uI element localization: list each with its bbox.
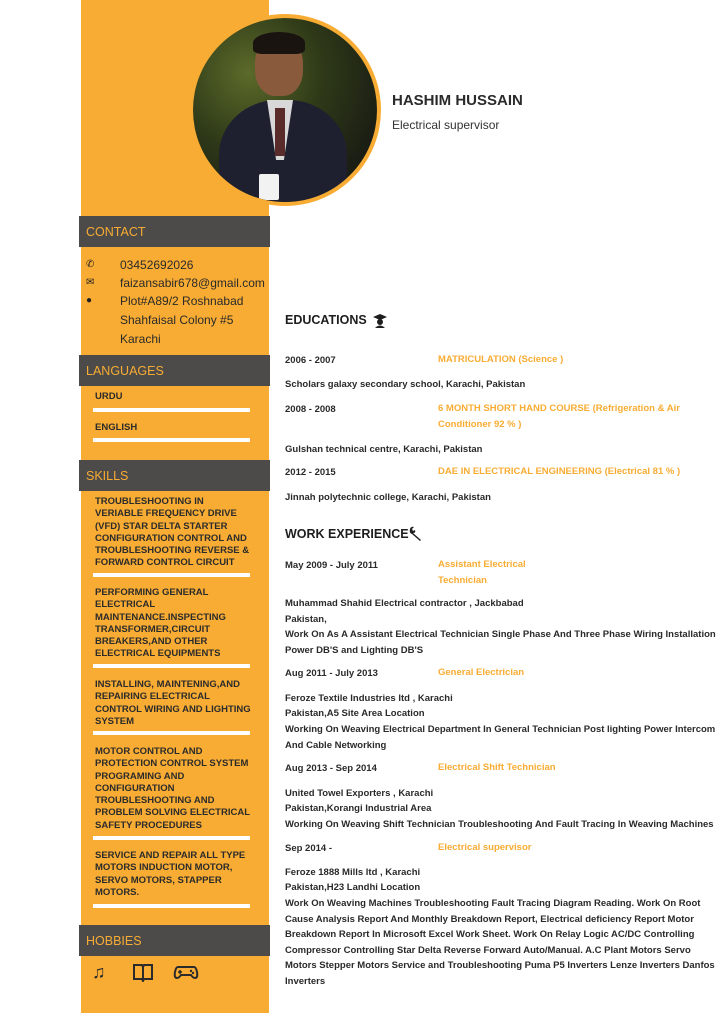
work-date: Sep 2014 - bbox=[285, 843, 332, 854]
work-description: Work On Weaving Machines Troubleshooting Fault Tracing Diagram Reading. Work On Root Cause Analysis Report And Monthly Breakdown Report, Electrical deficiency Report Motor Breakdown Report In Microsoft Excel Work Sheet. Work On Relay Logic AC/DC Controlling Compressor Controlling Star Delta Reverse Forward Auto/Manual. A.C Plant Motors Servo Motors Stepper Motors Service and Troubleshooting Puma P5 Inverters Lenze Inverters Danfos Inverters bbox=[285, 898, 715, 987]
languages-header: LANGUAGES bbox=[79, 355, 270, 386]
education-date: 2006 - 2007 bbox=[285, 355, 336, 366]
work-experience-header: WORK EXPERIENCE bbox=[285, 527, 409, 541]
skill-item: PERFORMING GENERAL ELECTRICAL MAINTENANCE.INSPECTING TRANSFORMER,CIRCUIT BREAKERS,AND OTHER ELECTRICAL EQUIPMENTS bbox=[95, 587, 226, 660]
work-description: Work On As A Assistant Electrical Technician Single Phase And Three Phase Wiring Installation Power DB'S and Lighting DB'S bbox=[285, 629, 716, 656]
work-company: Feroze Textile Industries ltd , Karachi bbox=[285, 693, 453, 704]
phone-icon: ✆ bbox=[86, 259, 95, 270]
education-title: 6 MONTH SHORT HAND COURSE (Refrigeration & Air Conditioner 92 % ) bbox=[438, 403, 680, 430]
work-title: Electrical Shift Technician bbox=[438, 762, 556, 773]
book-icon bbox=[132, 962, 154, 987]
contact-address-line-2: Shahfaisal Colony #5 bbox=[120, 313, 234, 327]
skill-divider bbox=[93, 904, 250, 908]
skill-item: MOTOR CONTROL AND PROTECTION CONTROL SYSTEM PROGRAMING AND CONFIGURATION TROUBLESHOOTING AND PROBLEM SOLVING ELECTRICAL SAFETY PROCEDURES bbox=[95, 746, 250, 831]
contact-header: CONTACT bbox=[79, 216, 270, 247]
language-urdu: URDU bbox=[95, 391, 123, 402]
hobbies-header: HOBBIES bbox=[79, 925, 270, 956]
work-location: Pakistan, bbox=[285, 614, 327, 625]
work-location: Pakistan,H23 Landhi Location bbox=[285, 882, 421, 893]
work-title: Electrical supervisor bbox=[438, 842, 532, 853]
work-location: Pakistan,A5 Site Area Location bbox=[285, 708, 425, 719]
gamepad-icon bbox=[173, 962, 199, 987]
work-date: May 2009 - July 2011 bbox=[285, 560, 378, 571]
education-header: EDUCATIONS bbox=[285, 313, 367, 327]
skill-item: SERVICE AND REPAIR ALL TYPE MOTORS INDUCTION MOTOR, SERVO MOTORS, STAPPER MOTORS. bbox=[95, 850, 246, 898]
profile-title: Electrical supervisor bbox=[392, 118, 500, 132]
contact-email: faizansabir678@gmail.com bbox=[120, 276, 265, 290]
work-description: Working On Weaving Electrical Department In General Technician Post lighting Power Intercom And Cable Networking bbox=[285, 724, 716, 751]
language-english-bar bbox=[93, 438, 250, 442]
contact-phone: 03452692026 bbox=[120, 258, 194, 272]
skill-item: INSTALLING, MAINTENING,AND REPAIRING ELECTRICAL CONTROL WIRING AND LIGHTING SYSTEM bbox=[95, 679, 251, 727]
education-place: Jinnah polytechnic college, Karachi, Pakistan bbox=[285, 492, 491, 503]
work-company: Feroze 1888 Mills ltd , Karachi bbox=[285, 867, 421, 878]
language-urdu-bar bbox=[93, 408, 250, 412]
education-title: DAE IN ELECTRICAL ENGINEERING (Electrical 81 % ) bbox=[438, 466, 681, 477]
skills-header: SKILLS bbox=[79, 460, 270, 491]
contact-address-line-3: Karachi bbox=[120, 332, 161, 346]
education-date: 2008 - 2008 bbox=[285, 404, 336, 415]
contact-address-line-1: Plot#A89/2 Roshnabad bbox=[120, 294, 244, 308]
work-description: Working On Weaving Shift Technician Troubleshooting And Fault Tracing In Weaving Machines bbox=[285, 819, 714, 830]
email-icon: ✉ bbox=[86, 277, 95, 288]
work-date: Aug 2011 - July 2013 bbox=[285, 668, 378, 679]
skill-divider bbox=[93, 573, 250, 577]
location-pin-icon: ● bbox=[86, 295, 93, 306]
skill-item: TROUBLESHOOTING IN VERIABLE FREQUENCY DRIVE (VFD) STAR DELTA STARTER CONFIGURATION CONTROL AND TROUBLESHOOTING REVERSE & FORWARD CONTROL CIRCUIT bbox=[95, 496, 250, 569]
education-title: MATRICULATION (Science ) bbox=[438, 354, 564, 365]
skill-divider bbox=[93, 731, 250, 735]
work-company: Muhammad Shahid Electrical contractor , Jackbabad bbox=[285, 598, 524, 609]
education-place: Gulshan technical centre, Karachi, Pakistan bbox=[285, 444, 483, 455]
work-company: United Towel Exporters , Karachi bbox=[285, 788, 434, 799]
music-icon: ♫ bbox=[92, 962, 106, 982]
work-location: Pakistan,Korangi Industrial Area bbox=[285, 803, 432, 814]
language-english: ENGLISH bbox=[95, 422, 138, 433]
work-title: General Electrician bbox=[438, 667, 525, 678]
education-date: 2012 - 2015 bbox=[285, 467, 336, 478]
skill-divider bbox=[93, 664, 250, 668]
profile-photo bbox=[193, 18, 377, 202]
profile-name: HASHIM HUSSAIN bbox=[392, 92, 523, 109]
work-title: Assistant Electrical Technician bbox=[438, 559, 526, 586]
education-place: Scholars galaxy secondary school, Karachi, Pakistan bbox=[285, 379, 526, 390]
graduate-icon bbox=[372, 312, 388, 331]
wrench-icon bbox=[408, 526, 424, 545]
skill-divider bbox=[93, 836, 250, 840]
work-date: Aug 2013 - Sep 2014 bbox=[285, 763, 377, 774]
